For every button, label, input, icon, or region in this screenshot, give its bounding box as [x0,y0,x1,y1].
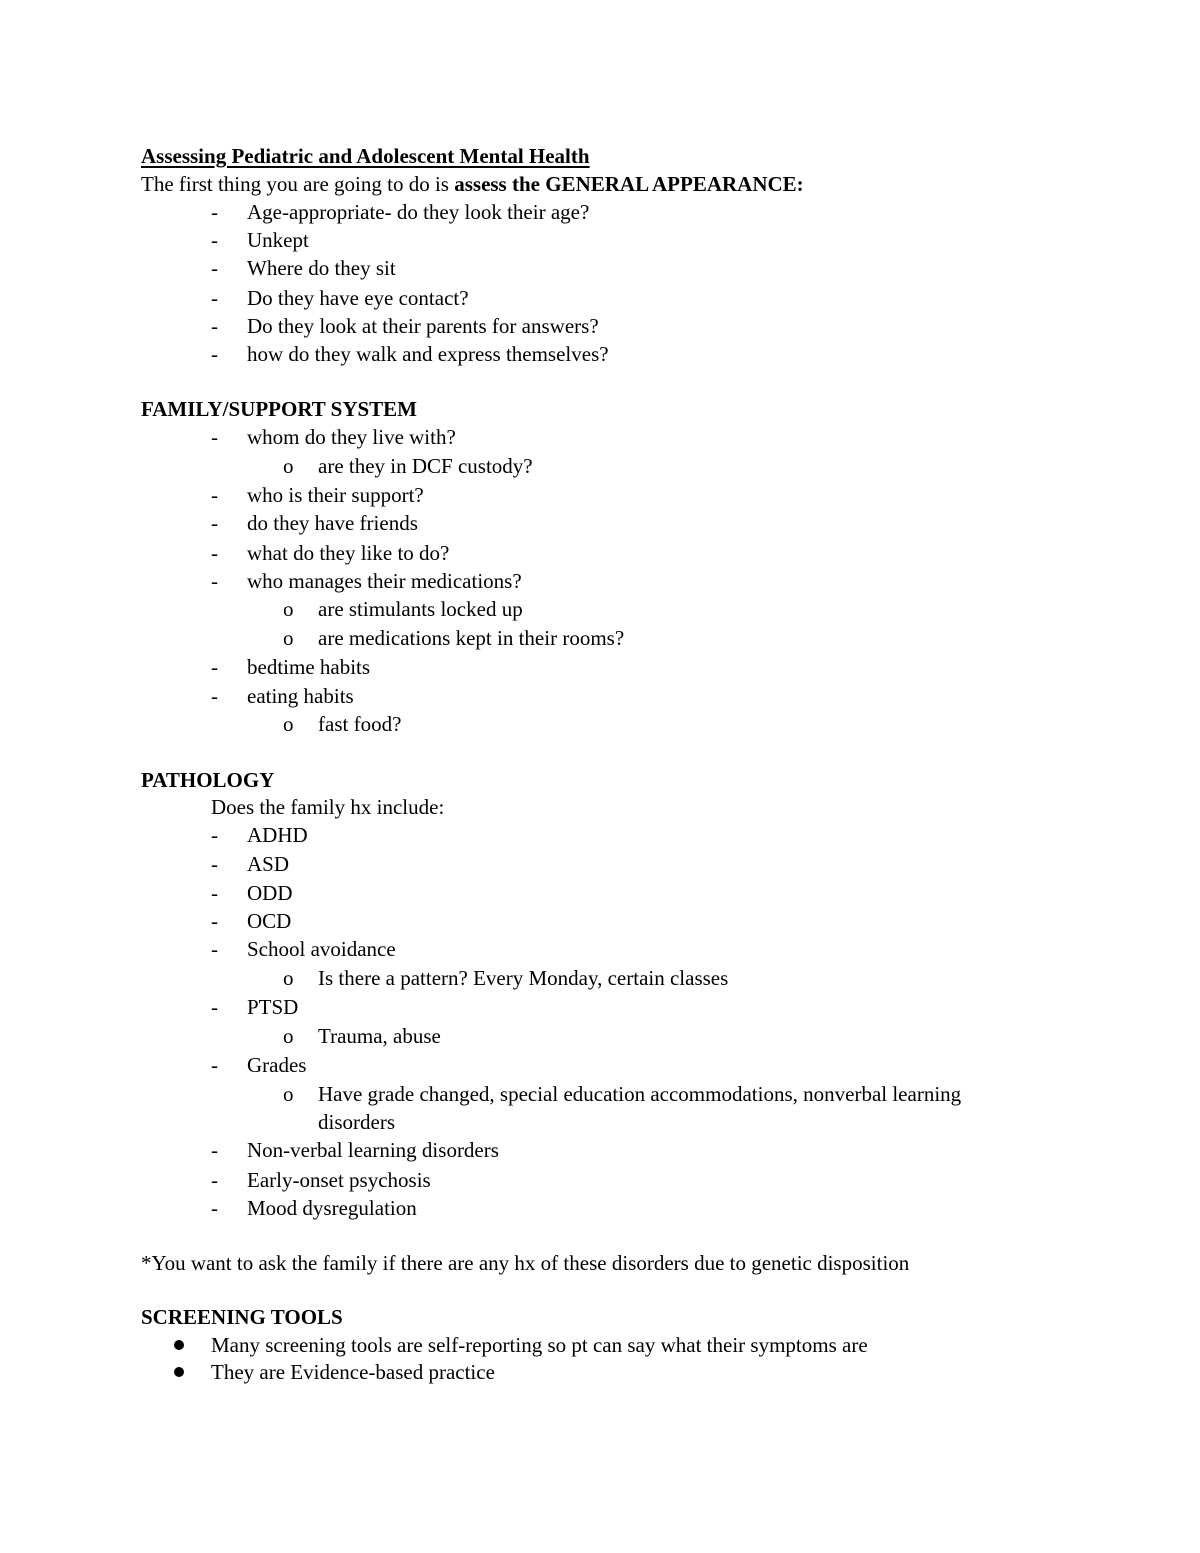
list-item: eating habits [247,684,354,708]
dash-marker: - [211,228,218,252]
section-heading-screening: SCREENING TOOLS [141,1305,343,1329]
dash-marker: - [211,569,218,593]
list-item: what do they like to do? [247,541,450,565]
circle-marker: o [283,454,294,478]
pathology-lead: Does the family hx include: [211,795,445,819]
dash-marker: - [211,881,218,905]
list-item: OCD [247,909,292,933]
sub-list-item-continuation: disorders [318,1110,395,1134]
list-item: how do they walk and express themselves? [247,342,609,366]
list-item: Mood dysregulation [247,1196,417,1220]
intro-text: The first thing you are going to do is [141,172,455,196]
list-item: whom do they live with? [247,425,456,449]
list-item: ODD [247,881,293,905]
list-item: Do they look at their parents for answers? [247,314,599,338]
dash-marker: - [211,200,218,224]
list-item: Do they have eye contact? [247,286,469,310]
dash-marker: - [211,256,218,280]
circle-marker: o [283,966,294,990]
list-item: PTSD [247,995,299,1019]
list-item: They are Evidence-based practice [211,1360,495,1384]
list-item: Unkept [247,228,309,252]
bullet-icon [174,1367,184,1377]
list-item: Non-verbal learning disorders [247,1138,499,1162]
sub-list-item: are stimulants locked up [318,597,523,621]
dash-marker: - [211,483,218,507]
dash-marker: - [211,425,218,449]
list-item: School avoidance [247,937,396,961]
list-item: ADHD [247,823,308,847]
dash-marker: - [211,852,218,876]
dash-marker: - [211,511,218,535]
circle-marker: o [283,1024,294,1048]
list-item: ASD [247,852,290,876]
list-item: bedtime habits [247,655,371,679]
list-item: who is their support? [247,483,424,507]
dash-marker: - [211,684,218,708]
section-heading-pathology: PATHOLOGY [141,768,275,792]
list-item: Age-appropriate- do they look their age? [247,200,590,224]
sub-list-item: are medications kept in their rooms? [318,626,625,650]
circle-marker: o [283,597,294,621]
dash-marker: - [211,286,218,310]
sub-list-item: Trauma, abuse [318,1024,441,1048]
dash-marker: - [211,1138,218,1162]
list-item: do they have friends [247,511,418,535]
dash-marker: - [211,1053,218,1077]
dash-marker: - [211,823,218,847]
dash-marker: - [211,909,218,933]
sub-list-item: Is there a pattern? Every Monday, certain classes [318,966,729,990]
sub-list-item: Have grade changed, special education accommodations, nonverbal learning [318,1082,962,1106]
circle-marker: o [283,626,294,650]
list-item: Early-onset psychosis [247,1168,431,1192]
pathology-note: *You want to ask the family if there are any hx of these disorders due to genetic disposition [141,1251,910,1275]
list-item: Grades [247,1053,307,1077]
dash-marker: - [211,1168,218,1192]
bullet-icon [174,1340,184,1350]
dash-marker: - [211,1196,218,1220]
sub-list-item: fast food? [318,712,402,736]
intro-bold: assess the GENERAL APPEARANCE: [454,172,804,196]
dash-marker: - [211,995,218,1019]
dash-marker: - [211,342,218,366]
list-item: who manages their medications? [247,569,522,593]
dash-marker: - [211,655,218,679]
section-heading-family: FAMILY/SUPPORT SYSTEM [141,397,418,421]
list-item: Many screening tools are self-reporting so pt can say what their symptoms are [211,1333,868,1357]
circle-marker: o [283,712,294,736]
sub-list-item: are they in DCF custody? [318,454,533,478]
document-title: Assessing Pediatric and Adolescent Mental Health [141,144,590,168]
dash-marker: - [211,541,218,565]
list-item: Where do they sit [247,256,396,280]
dash-marker: - [211,314,218,338]
intro-line [141,170,804,198]
circle-marker: o [283,1082,294,1106]
dash-marker: - [211,937,218,961]
